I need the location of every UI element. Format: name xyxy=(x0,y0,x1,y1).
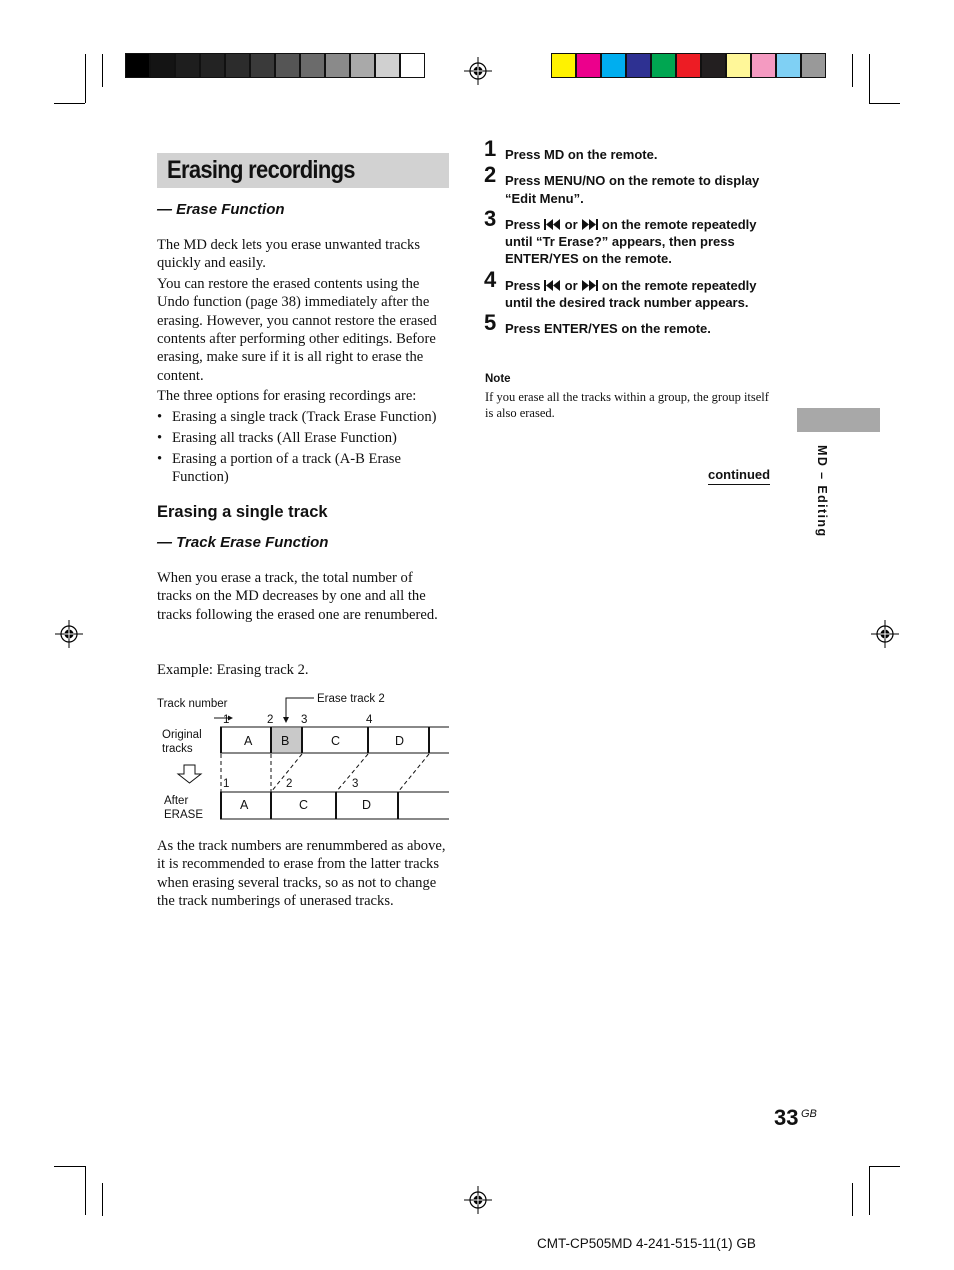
step-text: Press MENU/NO on the remote to display “Edit Menu”. xyxy=(505,173,760,206)
color-swatch xyxy=(602,54,625,77)
color-swatch xyxy=(176,54,199,77)
original-track: C xyxy=(331,734,341,748)
step-number: 1 xyxy=(484,136,497,161)
original-track: A xyxy=(244,734,253,748)
erase-options-list xyxy=(157,408,449,486)
original-label: tracks xyxy=(162,743,193,755)
previous-track-icon xyxy=(544,219,561,230)
track-erase-diagram xyxy=(155,688,451,823)
original-number: 3 xyxy=(301,714,308,726)
down-arrow-icon xyxy=(178,765,201,783)
section-tab xyxy=(797,408,880,432)
registration-target-top xyxy=(464,57,492,85)
color-swatch xyxy=(727,54,750,77)
color-swatch xyxy=(802,54,825,77)
color-swatch xyxy=(777,54,800,77)
after-number: 2 xyxy=(286,778,293,790)
list-item: • Erasing all tracks (All Erase Function) xyxy=(157,429,449,447)
step-number: 3 xyxy=(484,205,497,231)
list-item: • Erasing a single track (Track Erase Function) xyxy=(157,408,449,426)
step-text: on the remote repeatedly until “Tr Erase?” appears, then press ENTER/YES on the remote. xyxy=(505,216,757,267)
color-swatch xyxy=(201,54,224,77)
page-subtitle: — Erase Function xyxy=(157,201,285,218)
page-suffix: GB xyxy=(801,1108,817,1120)
color-swatch xyxy=(301,54,324,77)
step-text: Press MD on the remote. xyxy=(505,147,658,162)
color-swatch xyxy=(126,54,149,77)
original-track: D xyxy=(395,734,405,748)
after-number: 3 xyxy=(352,778,359,790)
intro-text xyxy=(157,236,449,489)
step-number: 2 xyxy=(484,162,497,188)
closing-text: As the track numbers are renummbered as above, it is recommended to erase from the latter tracks when erasing several tracks, so as not to change the track numberings of unerased tracks. xyxy=(157,838,446,909)
after-track: D xyxy=(362,798,372,812)
color-swatch xyxy=(376,54,399,77)
example-text: Example: Erasing track 2. xyxy=(157,662,309,678)
footer-model-code: CMT-CP505MD 4-241-515-11(1) GB xyxy=(537,1236,756,1251)
page-number: 33 xyxy=(774,1105,799,1130)
color-swatch xyxy=(276,54,299,77)
next-track-icon xyxy=(581,219,598,230)
color-swatch xyxy=(251,54,274,77)
color-swatch xyxy=(552,54,575,77)
after-label: ERASE xyxy=(164,809,203,821)
section-side-label: MD – Editing xyxy=(815,445,829,538)
after-track: A xyxy=(240,798,249,812)
step-text: on the remote repeatedly until the desired track number appears. xyxy=(505,277,757,311)
page-title: Erasing recordings xyxy=(167,156,355,184)
registration-target-bottom xyxy=(464,1186,492,1214)
color-swatch xyxy=(326,54,349,77)
color-swatch xyxy=(151,54,174,77)
step-item xyxy=(484,162,774,207)
registration-target-right xyxy=(871,620,899,648)
step-text: Press xyxy=(505,216,545,232)
color-swatch xyxy=(677,54,700,77)
color-swatch xyxy=(401,54,424,77)
color-swatch xyxy=(577,54,600,77)
original-number: 1 xyxy=(223,714,230,726)
after-number: 1 xyxy=(223,778,230,790)
original-number: 4 xyxy=(366,714,373,726)
step-item xyxy=(484,266,774,312)
section-text xyxy=(157,569,449,626)
note-heading: Note xyxy=(485,373,511,385)
intro-paragraph-3: The three options for erasing recordings are: xyxy=(157,388,417,405)
color-swatch xyxy=(752,54,775,77)
intro-paragraph-2: You can restore the erased contents using the Undo function (page 38) immediately after the erasing. However, you cannot restore the erased contents after performing other editings. Before erasing, make sure if it is all right to erase the content. xyxy=(157,276,437,384)
step-text: Press ENTER/YES on the remote. xyxy=(505,321,711,337)
section-paragraph: When you erase a track, the total number of tracks on the MD decreases by one and all the tracks following the erased one are renumbered. xyxy=(157,570,438,623)
original-label: Original xyxy=(162,729,202,741)
color-swatch xyxy=(627,54,650,77)
step-item xyxy=(484,136,774,163)
step-number: 5 xyxy=(484,310,497,336)
step-text: Press xyxy=(505,277,545,293)
list-item: • Erasing a portion of a track (A-B Erase Function) xyxy=(157,450,449,487)
previous-track-icon xyxy=(544,280,561,291)
note-text: If you erase all the tracks within a group, the group itself is also erased. xyxy=(485,390,769,420)
track-number-label: Track number xyxy=(157,698,228,710)
step-list xyxy=(484,136,774,347)
step-text: or xyxy=(561,277,582,293)
step-item xyxy=(484,310,774,337)
color-swatch xyxy=(702,54,725,77)
section-heading: Erasing a single track xyxy=(157,503,328,521)
step-item xyxy=(484,205,774,268)
registration-target-left xyxy=(55,620,83,648)
color-swatch xyxy=(226,54,249,77)
next-track-icon xyxy=(581,280,598,291)
after-label: After xyxy=(164,795,189,807)
color-swatch xyxy=(351,54,374,77)
erase-track-label: Erase track 2 xyxy=(317,693,385,705)
color-swatch xyxy=(652,54,675,77)
section-subtitle: — Track Erase Function xyxy=(157,534,329,551)
original-number: 2 xyxy=(267,714,274,726)
step-number: 4 xyxy=(484,266,497,292)
after-track: C xyxy=(299,798,309,812)
step-text: or xyxy=(561,216,582,232)
continued-label: continued xyxy=(708,467,770,485)
original-track-erased: B xyxy=(281,734,290,748)
intro-paragraph-1: The MD deck lets you erase unwanted tracks quickly and easily. xyxy=(157,237,421,272)
